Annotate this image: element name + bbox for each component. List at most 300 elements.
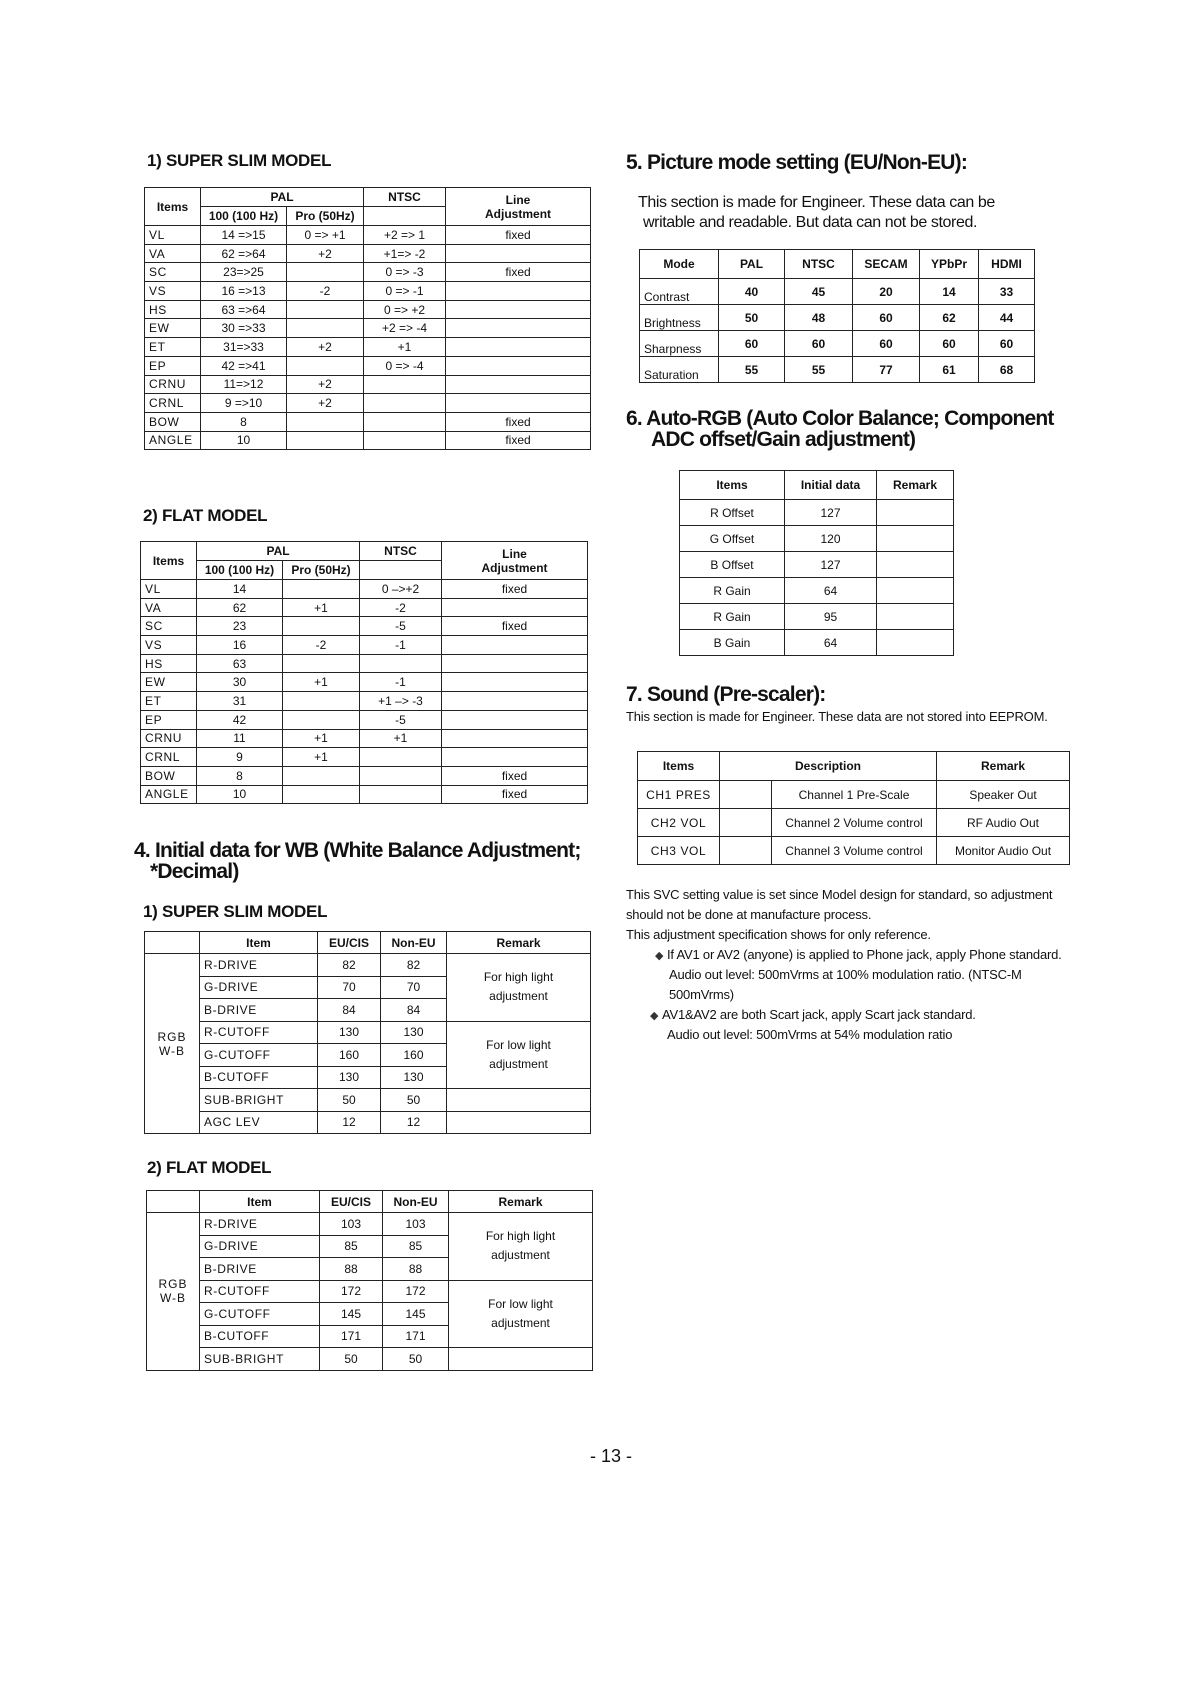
wb-flat-title: 2) FLAT MODEL <box>147 1158 272 1177</box>
wb-remark-empty-cell <box>447 1111 591 1134</box>
wb-slim-table <box>144 931 591 1134</box>
sound-remark-cell: Monitor Audio Out <box>937 837 1070 865</box>
low-light-remark-cell: For low light adjustment <box>447 1021 591 1089</box>
line-adjust-cell <box>446 244 591 263</box>
autorgb-item-cell: G Offset <box>680 526 785 552</box>
item-cell: BOW <box>145 412 201 431</box>
table-row <box>640 279 1035 305</box>
sound-empty-cell <box>720 837 772 865</box>
sound-item-cell: CH2 VOL <box>638 809 720 837</box>
table-row <box>145 412 591 431</box>
wb-noneu-cell: 70 <box>381 976 447 999</box>
table-row <box>145 375 591 394</box>
ntsc-cell: -5 <box>360 710 442 729</box>
svc-bullet1-line2: Audio out level: 500mVrms at 100% modulation ratio. (NTSC-M <box>669 967 1022 982</box>
rgb-wb-group-cell: RGB W-B <box>147 1213 200 1371</box>
pro50-cell <box>283 580 360 599</box>
wb-item-cell: R-CUTOFF <box>200 1021 318 1044</box>
diamond-bullet-icon: ◆ <box>655 950 664 962</box>
table-row <box>141 785 588 804</box>
mode-value-cell: 60 <box>853 331 920 357</box>
table-row <box>680 526 954 552</box>
wb-eu-cell: 88 <box>320 1258 383 1281</box>
ntsc-cell <box>360 748 442 767</box>
sound-remark-cell: RF Audio Out <box>937 809 1070 837</box>
wb-item-header: Item <box>200 932 318 954</box>
wb-noneu-cell: 50 <box>383 1348 449 1371</box>
pro50-cell <box>283 692 360 711</box>
ntsc-cell: +1 –> -3 <box>360 692 442 711</box>
pro50-cell: +2 <box>287 375 364 394</box>
hz100-cell: 30 =>33 <box>201 319 287 338</box>
ntsc-cell <box>360 785 442 804</box>
table-row <box>141 766 588 785</box>
wb-noneu-cell: 103 <box>383 1213 449 1236</box>
table-row <box>680 630 954 656</box>
rgb-wb-group-cell: RGB W-B <box>145 954 200 1134</box>
mode-value-cell: 77 <box>853 357 920 383</box>
table-row <box>640 305 1035 331</box>
ntsc-empty-cell <box>360 561 442 580</box>
mode-value-cell: 40 <box>719 279 785 305</box>
super-slim-adjust-table <box>144 187 591 450</box>
hz100-cell: 62 =>64 <box>201 244 287 263</box>
pro50-cell: +1 <box>283 729 360 748</box>
pro50-cell <box>287 356 364 375</box>
line-adjustment-header: Line Adjustment <box>446 188 591 226</box>
ntsc-cell <box>364 394 446 413</box>
picture-text-line1: This section is made for Engineer. These data can be <box>638 194 995 211</box>
sound-remark-cell: Speaker Out <box>937 781 1070 809</box>
wb-eu-header: EU/CIS <box>320 1191 383 1213</box>
wb-item-cell: G-DRIVE <box>200 1235 320 1258</box>
mode-value-cell: 68 <box>979 357 1035 383</box>
picture-header-cell: SECAM <box>853 250 920 279</box>
pro50-cell <box>287 412 364 431</box>
wb-item-cell: G-CUTOFF <box>200 1303 320 1326</box>
pro50-cell <box>283 617 360 636</box>
wb-noneu-cell: 172 <box>383 1280 449 1303</box>
ntsc-cell: -1 <box>360 636 442 655</box>
line-adjust-cell <box>442 729 588 748</box>
wb-remark-empty-cell <box>447 1089 591 1112</box>
pro50-cell: +1 <box>283 748 360 767</box>
wb-eu-cell: 84 <box>318 999 381 1022</box>
mode-value-cell: 48 <box>785 305 853 331</box>
wb-eu-cell: 70 <box>318 976 381 999</box>
line-adjust-cell <box>446 319 591 338</box>
table-header-row <box>680 471 954 500</box>
ntsc-cell: +1 <box>360 729 442 748</box>
table-row <box>147 1280 593 1303</box>
ntsc-cell: 0 –>+2 <box>360 580 442 599</box>
hz100-cell: 11=>12 <box>201 375 287 394</box>
wb-eu-cell: 82 <box>318 954 381 977</box>
autorgb-remark-cell <box>877 552 954 578</box>
pro50-cell: +1 <box>283 598 360 617</box>
ntsc-empty-cell <box>364 207 446 226</box>
table-row <box>145 954 591 977</box>
pro50-cell <box>283 766 360 785</box>
item-cell: SC <box>141 617 197 636</box>
sound-item-cell: CH3 VOL <box>638 837 720 865</box>
ntsc-cell: 0 => -3 <box>364 263 446 282</box>
item-cell: EW <box>145 319 201 338</box>
ntsc-cell: -1 <box>360 673 442 692</box>
items-header: Items <box>141 542 197 580</box>
ntsc-cell <box>364 412 446 431</box>
autorgb-remark-cell <box>877 500 954 526</box>
hz100-cell: 42 =>41 <box>201 356 287 375</box>
autorgb-value-cell: 64 <box>785 578 877 604</box>
svc-bullet2-line2: Audio out level: 500mVrms at 54% modulation ratio <box>667 1027 953 1042</box>
wb-item-cell: B-DRIVE <box>200 999 318 1022</box>
wb-eu-cell: 103 <box>320 1213 383 1236</box>
item-cell: ANGLE <box>141 785 197 804</box>
sound-description-cell: Channel 3 Volume control <box>772 837 937 865</box>
line-adjust-cell <box>442 673 588 692</box>
table-row <box>141 673 588 692</box>
table-row <box>141 710 588 729</box>
pro50-cell: +2 <box>287 394 364 413</box>
line-adjust-cell: fixed <box>442 766 588 785</box>
ntsc-header: NTSC <box>360 542 442 561</box>
autorgb-heading-line2: ADC offset/Gain adjustment) <box>651 428 916 451</box>
svc-bullet1-line3: 500mVrms) <box>669 987 734 1002</box>
autorgb-header-cell: Items <box>680 471 785 500</box>
wb-remark-empty-cell <box>449 1348 593 1371</box>
ntsc-cell: +2 => 1 <box>364 226 446 245</box>
wb-slim-title: 1) SUPER SLIM MODEL <box>143 902 328 921</box>
item-cell: CRNU <box>141 729 197 748</box>
wb-eu-cell: 171 <box>320 1325 383 1348</box>
table-row <box>145 1111 591 1134</box>
table-row <box>141 598 588 617</box>
hz100-cell: 42 <box>197 710 283 729</box>
ntsc-cell: -5 <box>360 617 442 636</box>
item-cell: ANGLE <box>145 431 201 450</box>
hz100-cell: 9 <box>197 748 283 767</box>
pro50-cell: +1 <box>283 673 360 692</box>
table-row <box>141 692 588 711</box>
table-row <box>638 781 1070 809</box>
pal-header: PAL <box>201 188 364 207</box>
table-row <box>145 356 591 375</box>
pro50-cell <box>283 710 360 729</box>
table-header-row <box>640 250 1035 279</box>
table-row <box>145 394 591 413</box>
ntsc-cell <box>364 375 446 394</box>
table-row <box>145 1089 591 1112</box>
table-row <box>640 331 1035 357</box>
ntsc-cell: 0 => -4 <box>364 356 446 375</box>
autorgb-value-cell: 64 <box>785 630 877 656</box>
mode-value-cell: 62 <box>920 305 979 331</box>
wb-noneu-cell: 84 <box>381 999 447 1022</box>
autorgb-value-cell: 127 <box>785 552 877 578</box>
item-cell: CRNL <box>145 394 201 413</box>
wb-noneu-cell: 160 <box>381 1044 447 1067</box>
picture-header-cell: NTSC <box>785 250 853 279</box>
wb-item-cell: SUB-BRIGHT <box>200 1089 318 1112</box>
table-row <box>145 226 591 245</box>
line-adjust-cell <box>446 338 591 357</box>
item-cell: HS <box>145 300 201 319</box>
table-row <box>145 1021 591 1044</box>
wb-remark-header: Remark <box>449 1191 593 1213</box>
line-adjust-cell: fixed <box>446 431 591 450</box>
svc-bullet2-text: AV1&AV2 are both Scart jack, apply Scart jack standard. <box>662 1007 976 1022</box>
mode-value-cell: 55 <box>785 357 853 383</box>
table-row <box>147 1213 593 1236</box>
wb-noneu-cell: 12 <box>381 1111 447 1134</box>
sound-description-cell: Channel 2 Volume control <box>772 809 937 837</box>
autorgb-table <box>679 470 954 656</box>
item-cell: VL <box>145 226 201 245</box>
table-row <box>638 837 1070 865</box>
item-cell: SC <box>145 263 201 282</box>
table-row <box>680 578 954 604</box>
wb-eu-cell: 12 <box>318 1111 381 1134</box>
table-row <box>638 809 1070 837</box>
line-adjust-cell <box>446 356 591 375</box>
wb-eu-cell: 160 <box>318 1044 381 1067</box>
line-adjust-cell <box>446 300 591 319</box>
high-light-remark-cell: For high light adjustment <box>449 1213 593 1281</box>
table-row <box>145 282 591 301</box>
hz100-cell: 16 <box>197 636 283 655</box>
wb-item-cell: R-CUTOFF <box>200 1280 320 1303</box>
wb-noneu-cell: 171 <box>383 1325 449 1348</box>
wb-item-cell: AGC LEV <box>200 1111 318 1134</box>
mode-value-cell: 60 <box>853 305 920 331</box>
wb-eu-cell: 85 <box>320 1235 383 1258</box>
wb-item-cell: B-CUTOFF <box>200 1325 320 1348</box>
line-adjust-cell: fixed <box>446 412 591 431</box>
item-cell: CRNU <box>145 375 201 394</box>
hz100-cell: 63 <box>197 654 283 673</box>
low-light-remark-cell: For low light adjustment <box>449 1280 593 1348</box>
autorgb-item-cell: R Gain <box>680 578 785 604</box>
sound-note: This section is made for Engineer. These data are not stored into EEPROM. <box>626 709 1048 724</box>
picture-header-cell: YPbPr <box>920 250 979 279</box>
hz100-header: 100 (100 Hz) <box>197 561 283 580</box>
table-row <box>680 604 954 630</box>
mode-value-cell: 61 <box>920 357 979 383</box>
item-cell: ET <box>141 692 197 711</box>
picture-mode-table <box>639 249 1035 383</box>
wb-item-cell: SUB-BRIGHT <box>200 1348 320 1371</box>
wb-corner-cell <box>147 1191 200 1213</box>
wb-noneu-cell: 85 <box>383 1235 449 1258</box>
pro50-header: Pro (50Hz) <box>287 207 364 226</box>
wb-item-cell: R-DRIVE <box>200 1213 320 1236</box>
mode-name-cell: Contrast <box>640 279 719 305</box>
wb-noneu-cell: 82 <box>381 954 447 977</box>
ntsc-cell: +1=> -2 <box>364 244 446 263</box>
sound-heading: 7. Sound (Pre-scaler): <box>626 683 826 706</box>
wb-eu-header: EU/CIS <box>318 932 381 954</box>
autorgb-remark-cell <box>877 526 954 552</box>
wb-eu-cell: 145 <box>320 1303 383 1326</box>
table-row <box>145 300 591 319</box>
sound-item-cell: CH1 PRES <box>638 781 720 809</box>
sound-items-header: Items <box>638 752 720 781</box>
mode-value-cell: 14 <box>920 279 979 305</box>
picture-header-cell: PAL <box>719 250 785 279</box>
wb-heading-line1: 4. Initial data for WB (White Balance Adjustment; <box>134 839 581 862</box>
wb-eu-cell: 130 <box>318 1066 381 1089</box>
hz100-cell: 8 <box>197 766 283 785</box>
line-adjust-cell <box>446 394 591 413</box>
table-row <box>145 319 591 338</box>
pro50-header: Pro (50Hz) <box>283 561 360 580</box>
line-adjust-cell <box>442 710 588 729</box>
ntsc-cell <box>364 431 446 450</box>
pro50-cell <box>287 300 364 319</box>
sound-description-cell: Channel 1 Pre-Scale <box>772 781 937 809</box>
wb-item-header: Item <box>200 1191 320 1213</box>
svc-line2: should not be done at manufacture process. <box>626 907 872 922</box>
item-cell: VS <box>141 636 197 655</box>
hz100-cell: 23 <box>197 617 283 636</box>
mode-name-cell: Brightness <box>640 305 719 331</box>
wb-noneu-cell: 50 <box>381 1089 447 1112</box>
pro50-cell <box>283 654 360 673</box>
wb-item-cell: R-DRIVE <box>200 954 318 977</box>
table-row <box>141 748 588 767</box>
table-row <box>145 338 591 357</box>
mode-value-cell: 60 <box>979 331 1035 357</box>
wb-noneu-cell: 130 <box>381 1066 447 1089</box>
pro50-cell: -2 <box>283 636 360 655</box>
table-row <box>145 263 591 282</box>
table-row <box>145 244 591 263</box>
table-row <box>680 552 954 578</box>
hz100-header: 100 (100 Hz) <box>201 207 287 226</box>
pro50-cell <box>283 785 360 804</box>
item-cell: HS <box>141 654 197 673</box>
line-adjustment-header: Line Adjustment <box>442 542 588 580</box>
pro50-cell: 0 => +1 <box>287 226 364 245</box>
picture-header-cell: Mode <box>640 250 719 279</box>
wb-item-cell: G-CUTOFF <box>200 1044 318 1067</box>
mode-value-cell: 60 <box>920 331 979 357</box>
hz100-cell: 31=>33 <box>201 338 287 357</box>
hz100-cell: 31 <box>197 692 283 711</box>
page-number: - 13 - <box>590 1446 633 1466</box>
table-row <box>640 357 1035 383</box>
ntsc-cell: +1 <box>364 338 446 357</box>
pro50-cell <box>287 431 364 450</box>
ntsc-cell: -2 <box>360 598 442 617</box>
sound-description-header: Description <box>720 752 937 781</box>
table-row <box>145 431 591 450</box>
autorgb-item-cell: B Gain <box>680 630 785 656</box>
high-light-remark-cell: For high light adjustment <box>447 954 591 1022</box>
table-row <box>141 654 588 673</box>
wb-corner-cell <box>145 932 200 954</box>
line-adjust-cell <box>442 692 588 711</box>
hz100-cell: 8 <box>201 412 287 431</box>
pro50-cell <box>287 263 364 282</box>
wb-eu-cell: 50 <box>318 1089 381 1112</box>
hz100-cell: 9 =>10 <box>201 394 287 413</box>
table-row <box>141 580 588 599</box>
line-adjust-cell <box>442 598 588 617</box>
table-row <box>141 729 588 748</box>
hz100-cell: 30 <box>197 673 283 692</box>
mode-value-cell: 45 <box>785 279 853 305</box>
hz100-cell: 10 <box>197 785 283 804</box>
wb-noneu-cell: 145 <box>383 1303 449 1326</box>
ntsc-cell <box>360 654 442 673</box>
ntsc-header: NTSC <box>364 188 446 207</box>
hz100-cell: 14 =>15 <box>201 226 287 245</box>
flat-title: 2) FLAT MODEL <box>143 506 268 525</box>
item-cell: VA <box>145 244 201 263</box>
pro50-cell: +2 <box>287 338 364 357</box>
item-cell: ET <box>145 338 201 357</box>
line-adjust-cell <box>442 654 588 673</box>
autorgb-heading-line1: 6. Auto-RGB (Auto Color Balance; Component <box>626 407 1054 430</box>
wb-item-cell: B-CUTOFF <box>200 1066 318 1089</box>
wb-noneu-header: Non-EU <box>381 932 447 954</box>
item-cell: VL <box>141 580 197 599</box>
item-cell: VA <box>141 598 197 617</box>
mode-value-cell: 60 <box>719 331 785 357</box>
wb-item-cell: B-DRIVE <box>200 1258 320 1281</box>
ntsc-cell: +2 => -4 <box>364 319 446 338</box>
svc-bullet2-line1 <box>650 1005 976 1026</box>
flat-adjust-table <box>140 541 588 804</box>
hz100-cell: 14 <box>197 580 283 599</box>
pro50-cell <box>287 319 364 338</box>
sound-empty-cell <box>720 809 772 837</box>
hz100-cell: 10 <box>201 431 287 450</box>
wb-flat-table <box>146 1190 593 1371</box>
item-cell: EP <box>141 710 197 729</box>
line-adjust-cell <box>446 375 591 394</box>
table-row <box>141 617 588 636</box>
svc-bullet1-text: If AV1 or AV2 (anyone) is applied to Phone jack, apply Phone standard. <box>667 947 1062 962</box>
line-adjust-cell: fixed <box>442 785 588 804</box>
wb-heading-line2: *Decimal) <box>150 860 239 883</box>
autorgb-item-cell: R Gain <box>680 604 785 630</box>
picture-header-cell: HDMI <box>979 250 1035 279</box>
hz100-cell: 16 =>13 <box>201 282 287 301</box>
wb-noneu-cell: 88 <box>383 1258 449 1281</box>
autorgb-value-cell: 127 <box>785 500 877 526</box>
hz100-cell: 62 <box>197 598 283 617</box>
mode-value-cell: 33 <box>979 279 1035 305</box>
line-adjust-cell: fixed <box>446 226 591 245</box>
pal-header: PAL <box>197 542 360 561</box>
item-cell: CRNL <box>141 748 197 767</box>
mode-name-cell: Saturation <box>640 357 719 383</box>
wb-remark-header: Remark <box>447 932 591 954</box>
autorgb-remark-cell <box>877 630 954 656</box>
ntsc-cell: 0 => -1 <box>364 282 446 301</box>
autorgb-value-cell: 120 <box>785 526 877 552</box>
wb-noneu-cell: 130 <box>381 1021 447 1044</box>
ntsc-cell: 0 => +2 <box>364 300 446 319</box>
table-header-row <box>638 752 1070 781</box>
mode-value-cell: 20 <box>853 279 920 305</box>
svc-line1: This SVC setting value is set since Model design for standard, so adjustment <box>626 887 1053 902</box>
autorgb-value-cell: 95 <box>785 604 877 630</box>
autorgb-item-cell: B Offset <box>680 552 785 578</box>
